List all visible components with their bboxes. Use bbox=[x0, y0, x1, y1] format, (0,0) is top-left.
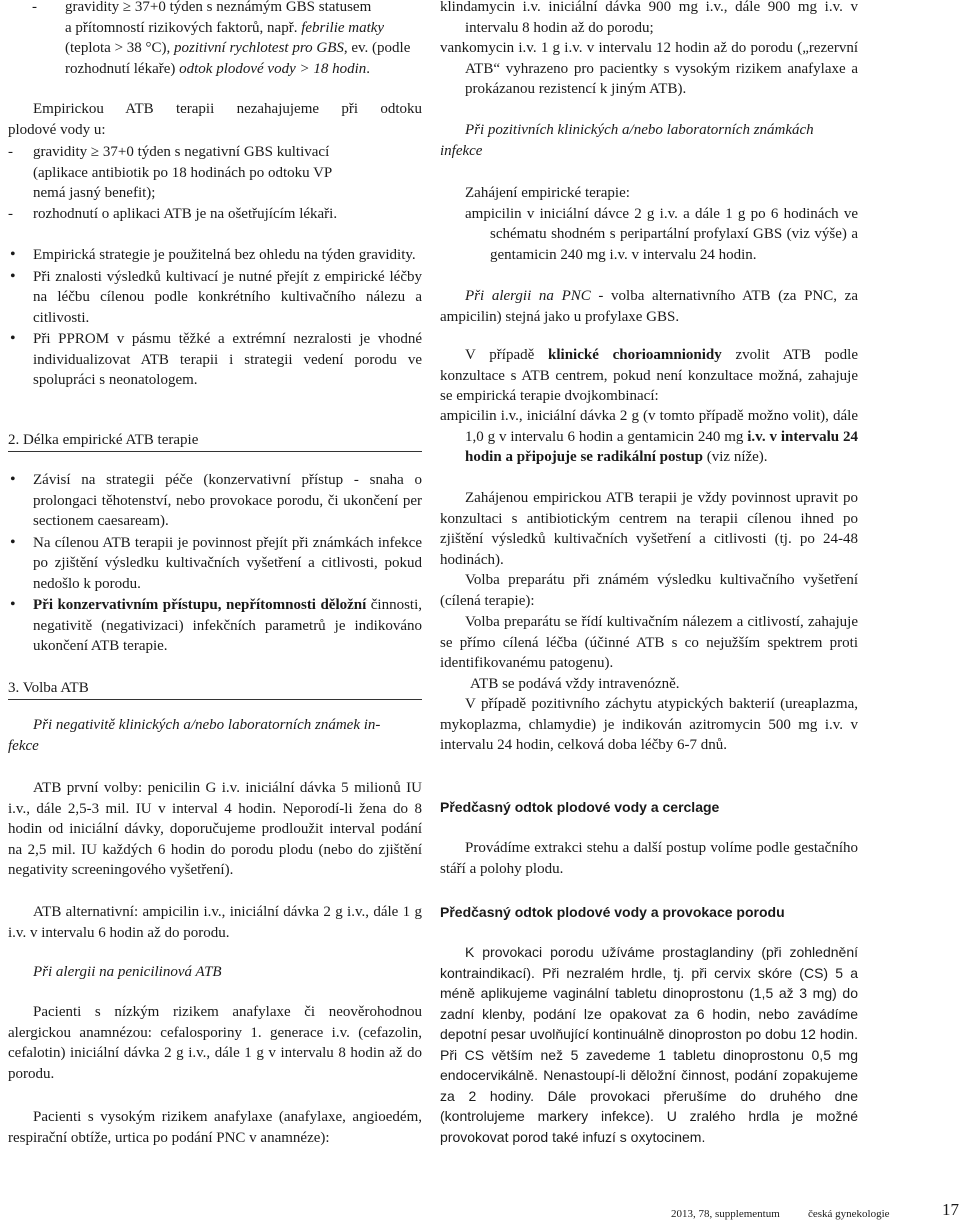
vancomycin-text: vankomycin i.v. 1 g i.v. v intervalu 12 hodin až do porodu („rezervní ATB“ vyhrazeno pro pacientky s vysokým rizikem anafylaxe a prokázanou rezistencí k jiným ATB). bbox=[440, 40, 858, 97]
journal-issue: 2013, 78, supplementum bbox=[671, 1208, 780, 1220]
atb-first-choice: ATB první volby: penicilin G i.v. iniciální dávka 5 milionů IU i.v., dále 2,5-3 mil. IU v interval 4 hodin. Neporodí-li žena do 8 hodin od iniciální dávky, doporučujeme prodloužit interval podání na 2,5 mil. IU každých 6 hodin do porodu plodu (nebo do zjištění negativity screeningového vyšetření). bbox=[8, 780, 422, 878]
dash-item: - gravidity ≥ 37+0 týden s negativní GBS kultivací (aplikace antibiotik po 18 hodinách po odtoku VP nemá jasný benefit); bbox=[8, 144, 333, 201]
cerclage-heading: Předčasný odtok plodové vody a cerclage bbox=[440, 799, 720, 815]
risk-line-1: gravidity ≥ 37+0 týden s neznámým GBS statusem bbox=[65, 0, 372, 15]
bullet-item: • Závisí na strategii péče (konzervativní přístup - snaha o prolongaci těhotenství, nebo provokace porodu, či ukončení per sectionem caesaream). bbox=[8, 470, 422, 532]
bullet-item: • Při PPROM v pásmu těžké a extrémní nezralosti je vhodné individualizovat ATB terapii i strategii vedení porodu ve spolupráci s neonatologem. bbox=[8, 329, 422, 391]
induction-heading: Předčasný odtok plodové vody a provokace porodu bbox=[440, 904, 785, 920]
penicillin-allergy-heading: Při alergii na penicilinová ATB bbox=[33, 964, 222, 980]
section2-list bbox=[8, 470, 422, 657]
clindamycin-text: klindamycin i.v. iniciální dávka 900 mg i.v., dále 900 mg i.v. v intervalu 8 hodin až do porodu; bbox=[440, 0, 858, 36]
atypical-bacteria-text: V případě pozitivního záchytu atypických bakterií (ureaplazma, mykoplazma, chlamydie) je indikován azitromycin 500 mg i.v. v intervalu 24 hodin, celková doba léčby 6-7 dnů. bbox=[440, 696, 858, 753]
section-heading-2: 2. Délka empirické ATB terapie bbox=[8, 430, 422, 452]
bullet-item: • Na cílenou ATB terapii je povinnost přejít při známkách infekce po zjištění výsledku kultivačních vyšetření a citlivosti, pokud nedošlo k porodu. bbox=[8, 533, 422, 595]
induction-text: K provokaci porodu užíváme prostaglandiny (při zohlednění kontraindikací). Při nezralém hrdle, tj. při cervix skóre (CS) 5 a méně aplikujeme vaginální tabletu dinoprostonu (1,5 až 3 mg) do zadní klenby, podání lze opakovat za 6 hodin, nebo zavádíme depotní pesar uvolňující kontinuálně dinoproston po dobu 12 hodin. Při CS větším než 5 zavedeme 1 tabletu dinoprostonu 0,5 mg endocervikálně. Nenastoupí-li děložní činnost, podání zopakujeme za 2 hodiny. Dále provokaci přerušíme do druhého dne (kontrolujeme markery infekce). U zralého hrdla je možné provokovat porod také infuzí s oxytocinem. bbox=[440, 944, 858, 1145]
bullet-list bbox=[8, 245, 422, 391]
intravenous-note: ATB se podává vždy intravenózně. bbox=[470, 676, 680, 692]
page-number: 17 bbox=[942, 1200, 959, 1219]
preparation-choice-heading: Volba preparátu při známém výsledku kultivačního vyšetření (cílená terapie): bbox=[440, 572, 858, 609]
preparation-choice-text: Volba preparátu se řídí kultivačním nálezem a citlivostí, zahajuje se přímo cílená léčba (účinné ATB s co nejužším spektrem proti identifikovanému patogenu). bbox=[440, 614, 858, 671]
high-risk-patients: Pacienti s vysokým rizikem anafylaxe (anafylaxe, angioedém, respirační obtíže, urtica po podání PNC v anamnéze): bbox=[8, 1109, 422, 1146]
chorioamnionitis-text: V případě klinické chorioamnionidy zvolit ATB podle konzultace s ATB centrem, pokud není konzultace možná, zahajuje se empirická terapie dvojkombinací: bbox=[440, 347, 858, 404]
section-heading-3: 3. Volba ATB bbox=[8, 678, 422, 700]
empiric-no-start: Empirickou ATB terapii nezahajujeme při odtoku plodové vody u: - gravidity ≥ 37+0 týden s negativní GBS kultivací (aplikace antibiotik po 18 hodinách po odtoku VP nemá jasný benefit); - rozhodnutí o aplikaci ATB je na ošetřujícím lékaři. bbox=[8, 99, 422, 224]
pnc-allergy-text: Při alergii na PNC - volba alternativního ATB (za PNC, za ampicilin) stejná jako u profylaxe GBS. bbox=[440, 288, 859, 325]
low-risk-patients: Pacienti s nízkým rizikem anafylaxe či neověrohodnou alergickou anamnézou: cefalosporiny 1. generace i.v. (cefazolin, cefalotin) iniciální dávka 2 g i.v., dále 1 g v intervalu 8 hodin až do porodu. bbox=[8, 1004, 422, 1082]
negativity-heading: Při negativitě klinických a/nebo laboratorních známek in- fekce bbox=[8, 717, 381, 754]
ampicillin-dual: ampicilin i.v., iniciální dávka 2 g (v tomto případě možno volit), dále 1,0 g v intervalu 6 hodin a gentamicin 240 mg i.v. v intervalu 24 hodin a připojuje se radikální postup (viz níže). bbox=[440, 408, 859, 465]
risk-factor-item: - gravidity ≥ 37+0 týden s neznámým GBS statusem a přítomností rizikových faktorů, např. febrilie matky (teplota > 38 °C), pozitivní rychlotest pro GBS, ev. (podle rozhodnutí lékaře) odtok plodové vody > 18 hodin. bbox=[8, 0, 447, 79]
empiric-start: Zahájení empirické terapie: ampicilin v iniciální dávce 2 g i.v. a dále 1 g po 6 hodinách ve schématu shodném s peripartální profylaxí GBS (viz výše) a gentamicin 240 mg i.v. v intervalu 24 hodin. bbox=[465, 185, 858, 263]
positivity-heading: Při pozitivních klinických a/nebo laboratorních známkách infekce bbox=[440, 122, 814, 159]
bullet-item: • Při konzervativním přístupu, nepřítomnosti děložní činnosti, negativitě (negativizaci) infekčních parametrů je indikováno ukončení ATB terapie. bbox=[8, 595, 422, 657]
cerclage-text: Provádíme extrakci stehu a další postup volíme podle gestačního stáří a polohy plodu. bbox=[440, 840, 858, 877]
journal-name: česká gynekologie bbox=[808, 1208, 890, 1220]
bullet-item: • Empirická strategie je použitelná bez ohledu na týden gravidity. bbox=[8, 245, 422, 266]
dash-item: - rozhodnutí o aplikaci ATB je na ošetřujícím lékaři. bbox=[8, 205, 338, 222]
atb-alternative: ATB alternativní: ampicilin i.v., iniciální dávka 2 g i.v., dále 1 g i.v. v intervalu 6 hodin až do porodu. bbox=[8, 904, 422, 941]
empiric-adjust-text: Zahájenou empirickou ATB terapii je vždy povinnost upravit po konzultaci s antibiotickým centrem na terapii cílenou ihned po zjištění výsledků kultivačních vyšetření a citlivosti (tj. po 24-48 hodinách). bbox=[440, 490, 858, 568]
bullet-item: • Při znalosti výsledků kultivací je nutné přejít z empirické léčby na léčbu cílenou podle konkrétního kultivačního nálezu a citlivosti. bbox=[8, 267, 422, 329]
page-footer bbox=[0, 1200, 960, 1225]
